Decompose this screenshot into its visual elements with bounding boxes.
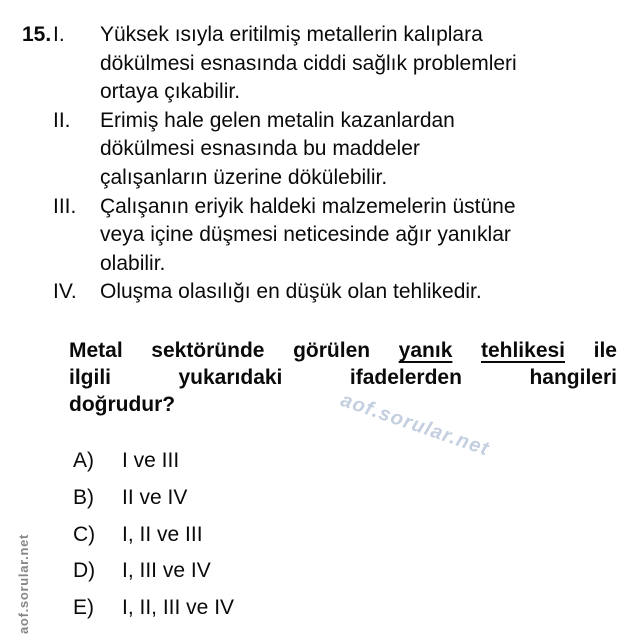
statement-line: Erimiş hale gelen metalin kazanlardan — [100, 108, 455, 132]
statement-numeral: III. — [53, 194, 77, 218]
stem-word: ifadelerden — [349, 366, 462, 389]
statement-text — [100, 21, 517, 107]
statement-line: Oluşma olasılığı en düşük olan tehlikedir. — [100, 280, 482, 304]
option-row-c — [73, 516, 234, 553]
statement-numeral: IV. — [53, 280, 77, 304]
option-row-d — [73, 553, 234, 590]
options-list — [73, 443, 234, 626]
stem-line-1 — [69, 337, 617, 364]
statement-numeral: I. — [53, 23, 65, 46]
option-letter: C) — [73, 522, 96, 546]
statement-item-1 — [53, 21, 517, 107]
stem-word-underlined: yanık — [398, 339, 453, 362]
watermark-diagonal: aof.sorular.net — [337, 389, 493, 461]
option-row-b — [73, 480, 234, 517]
option-letter: E) — [73, 596, 94, 620]
statement-item-4 — [53, 278, 517, 307]
option-text: I, III ve IV — [122, 559, 211, 583]
statement-text — [100, 278, 517, 307]
stem-line-3: doğrudur? — [69, 393, 176, 416]
statement-item-3 — [53, 193, 517, 279]
statement-line: çalışanların üzerine dökülebilir. — [100, 165, 388, 189]
stem-word: ilgili — [69, 366, 111, 389]
statement-text — [100, 107, 517, 193]
statement-line: dökülmesi esnasında ciddi sağlık problemleri — [100, 51, 517, 75]
option-letter: D) — [73, 559, 96, 583]
stem-word-underlined: tehlikesi — [480, 339, 566, 362]
statement-list — [53, 21, 517, 307]
option-letter: B) — [73, 486, 94, 510]
statement-line: olabilir. — [100, 251, 166, 275]
stem-word: Metal — [69, 339, 123, 362]
statement-item-2 — [53, 107, 517, 193]
stem-word: hangileri — [529, 366, 617, 389]
option-row-e — [73, 590, 234, 627]
statement-line: Yüksek ısıyla eritilmiş metallerin kalıplara — [100, 23, 483, 46]
stem-word: ile — [593, 339, 617, 362]
watermark-vertical: aof.sorular.net — [16, 533, 31, 634]
statement-text — [100, 193, 517, 279]
statement-numeral: II. — [53, 108, 71, 132]
statement-line: ortaya çıkabilir. — [100, 80, 241, 104]
option-text: I, II, III ve IV — [122, 596, 235, 620]
stem-line-2 — [69, 364, 617, 391]
stem-word: görülen — [293, 339, 371, 362]
stem-word: yukarıdaki — [178, 366, 283, 389]
stem-word: sektöründe — [151, 339, 265, 362]
option-letter: A) — [73, 449, 94, 473]
statement-line: dökülmesi esnasında bu maddeler — [100, 137, 420, 161]
question-stem — [69, 337, 617, 418]
option-text: I, II ve III — [122, 522, 203, 546]
option-row-a — [73, 443, 234, 480]
statement-line: veya içine düşmesi neticesinde ağır yanıklar — [100, 223, 511, 247]
question-number: 15. — [22, 23, 52, 46]
option-text: I ve III — [122, 449, 180, 473]
option-text: II ve IV — [122, 486, 188, 510]
statement-line: Çalışanın eriyik haldeki malzemelerin üstüne — [100, 194, 516, 218]
